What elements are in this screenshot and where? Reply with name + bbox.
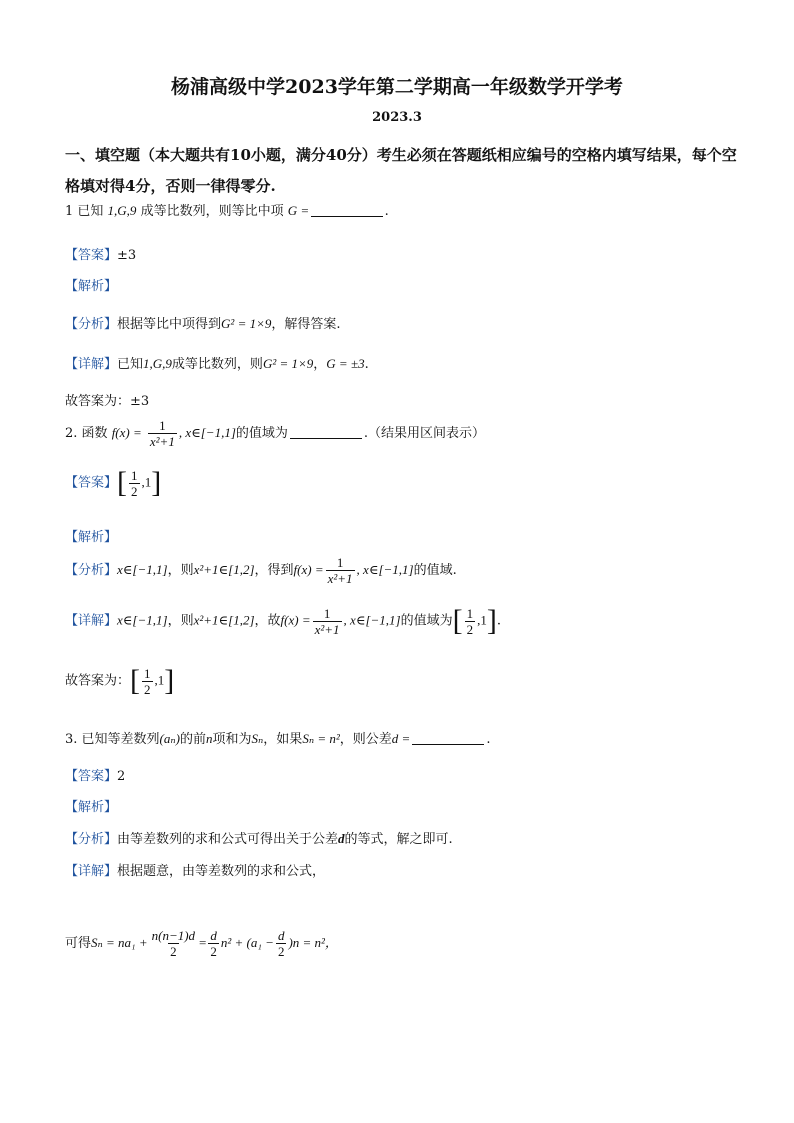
jiexi-label: 【解析】 (65, 279, 118, 294)
q3-mid4: ，则公差 (339, 732, 392, 747)
q3-fenxi-end: 的等式，解之即可. (344, 832, 453, 847)
q1-xj-f1: G² = 1×9 (262, 356, 314, 371)
q3-frac3-den: 2 (277, 944, 285, 959)
q3-cond: Sₙ = n² (302, 731, 340, 746)
q2-xj-b: ，故 (254, 613, 281, 629)
q3-final-e: )n = n²， (288, 935, 338, 950)
bracket-right: ] (164, 664, 175, 697)
q1-conclusion: 故答案为：±3 (65, 394, 150, 409)
xiangjie-label: 【详解】 (65, 357, 118, 372)
fenxi-label: 【分析】 (65, 832, 118, 847)
q3-frac3-num: d (277, 928, 285, 943)
q3-derivation (65, 928, 338, 959)
q3-xiangjie (65, 860, 325, 879)
q2-xj-e: 的值域为 (400, 613, 453, 629)
q3-answer (65, 765, 125, 784)
q2-fx-den: x²+1 (327, 571, 353, 586)
q3-fenxi (65, 828, 453, 847)
q2-xj-den: x²+1 (314, 621, 340, 637)
q3-n: n (206, 731, 213, 746)
q1-xj-f2: G = ±3 (326, 356, 365, 371)
q3-an: (aₙ) (159, 731, 180, 746)
q2-xj-a: x∈[−1,1] (117, 612, 168, 628)
bracket-left: [ (117, 466, 128, 499)
q2-fraction (148, 418, 177, 449)
q3-final-c: = (199, 935, 207, 950)
answer-label: 【答案】 (65, 475, 118, 491)
q2-prefix: 2. 函数 (65, 426, 108, 441)
q2-conc-rest: ,1 (154, 672, 165, 688)
q2-fx-a: x∈[−1,1] (117, 562, 168, 577)
q1-end: . (384, 204, 389, 219)
q2-fx-num: 1 (336, 555, 344, 570)
q1-eq: = (301, 203, 309, 218)
q3-frac2 (208, 928, 219, 959)
fenxi-label: 【分析】 (65, 563, 118, 578)
q2-xiangjie: 【详解】x∈[−1,1]，则x²+1∈[1,2]，故f(x) = $\frac{1}{\text{x²+1}}$ , x∈[−1,1]的值域为[ $\frac{1}{2}$ ,1]. (65, 604, 501, 637)
q2-xj-ans-den: 2 (466, 621, 474, 637)
q2-answer (65, 466, 161, 500)
answer-label: 【答案】 (65, 248, 118, 263)
q2-fx-e: 的值域. (413, 563, 457, 578)
q2-xj-ans-num: 1 (466, 605, 474, 621)
q3-answer-value: 2 (117, 769, 126, 784)
q2-xj-ans-rest: ,1 (477, 612, 487, 628)
q2-num: 1 (159, 418, 166, 433)
q3-xiangjie-text: 根据题意，由等差数列的求和公式， (117, 864, 326, 879)
bracket-right: ] (486, 604, 497, 637)
q3-final-b: Sₙ = na₁ + (91, 935, 148, 950)
q2-jiexi (65, 526, 117, 545)
q3-prefix: 3. 已知等差数列 (65, 732, 160, 747)
q3-end: . (486, 732, 491, 747)
q2-mid: 的值域为 (235, 426, 288, 441)
q3-mid1: 的前 (179, 732, 206, 747)
q2-fx-c: x²+1∈[1,2] (193, 562, 255, 577)
q2-ans-den: 2 (131, 483, 138, 499)
fenxi-label: 【分析】 (65, 317, 118, 332)
q3-blank (412, 744, 484, 745)
q2-fx-frac (326, 555, 355, 586)
q3-jiexi (65, 796, 117, 815)
q3-mid3: ，如果 (263, 732, 303, 747)
q3-fenxi-d: d (338, 831, 345, 846)
q2-xj-num: 1 (323, 605, 331, 621)
q2-conc-num: 1 (144, 665, 151, 681)
q1-fenxi-formula: G² = 1×9 (221, 316, 272, 331)
q1-xiangjie (65, 353, 369, 372)
section-heading: 一、填空题（本大题共有10小题，满分40分）考生必须在答题纸相应编号的空格内填写结果，每个空格填对得4分，否则一律得零分. (65, 146, 737, 195)
q1-blank (311, 216, 383, 217)
exam-date: 2023.3 (372, 110, 422, 125)
q3-sn: Sₙ (251, 731, 264, 746)
q2-ans-rest: ,1 (141, 474, 152, 490)
answer-label: 【答案】 (65, 769, 118, 784)
q2-ans-num: 1 (131, 467, 138, 483)
q2-conclusion-text: 故答案为： (65, 673, 131, 689)
xiangjie-label: 【详解】 (65, 613, 118, 629)
q1-var: G (287, 203, 298, 218)
q1-xj-sep: ， (313, 357, 327, 372)
bracket-right: ] (151, 466, 162, 499)
jiexi-label: 【解析】 (65, 800, 118, 815)
q1-fenxi-end: ，解得答案. (271, 317, 341, 332)
q1-stem (65, 200, 389, 219)
q2-conc-frac (142, 666, 153, 697)
q2-suffix: .（结果用区间表示） (363, 426, 486, 441)
q2-xj-c: x²+1∈[1,2] (193, 612, 255, 628)
q2-xj-frac (313, 606, 342, 637)
q1-answer-value: ±3 (117, 248, 137, 263)
q3-frac2-num: d (210, 928, 217, 943)
q2-fenxi (65, 555, 457, 586)
q1-jiexi (65, 275, 117, 294)
q3-final-d: n² + (a₁ − (220, 935, 274, 950)
q1-xj-b: 成等比数列，则 (171, 357, 263, 372)
q3-stem (65, 728, 490, 747)
q2-den: x²+1 (149, 434, 175, 449)
q3-frac1-den: 2 (170, 944, 177, 959)
q2-fx-domain: , x∈[−1,1] (356, 562, 414, 577)
q2-blank (290, 438, 362, 439)
xiangjie-label: 【详解】 (65, 864, 118, 879)
bracket-left: [ (130, 664, 141, 697)
bracket-left: [ (452, 604, 463, 637)
q2-xj-then: ，则 (167, 613, 194, 629)
q2-xj-fx: f(x) = (280, 612, 311, 628)
q3-fenxi-text: 由等差数列的求和公式可得出关于公差 (117, 832, 339, 847)
q1-mid: 成等比数列，则等比中项 (140, 204, 284, 219)
q2-conclusion (65, 664, 174, 698)
q1-answer (65, 244, 136, 263)
q2-xj-domain: , x∈[−1,1] (343, 612, 401, 628)
q2-xj-ans (465, 606, 476, 637)
q3-mid2: 项和为 (212, 732, 252, 747)
q2-fx-d: ，得到 (254, 563, 294, 578)
q3-frac1-num: n(n−1)d (151, 928, 196, 943)
q2-conc-den: 2 (144, 681, 151, 697)
q2-ans-frac (129, 468, 140, 499)
q3-d: d = (391, 731, 411, 746)
q1-xj-end: . (364, 357, 369, 372)
q1-fenxi (65, 313, 341, 332)
q2-fx-b: ，则 (167, 563, 194, 578)
q2-fx-fx: f(x) = (293, 562, 324, 577)
page-title: 杨浦高级中学2023学年第二学期高一年级数学开学考 (171, 76, 623, 98)
q2-domain: , x∈[−1,1] (178, 425, 236, 440)
q3-frac2-den: 2 (210, 944, 217, 959)
q2-stem (65, 418, 485, 449)
q3-frac3 (276, 928, 287, 959)
q1-xj-a: 已知 (117, 357, 144, 372)
q3-final-a: 可得 (65, 936, 92, 951)
q1-xj-terms: 1,G,9 (143, 356, 172, 371)
q2-fx: f(x) = (111, 425, 142, 440)
q3-frac1 (150, 928, 197, 959)
q1-fenxi-text: 根据等比中项得到 (117, 317, 222, 332)
jiexi-label: 【解析】 (65, 530, 118, 545)
q1-prefix: 1 已知 (65, 204, 104, 219)
q1-terms: 1,G,9 (107, 203, 137, 218)
